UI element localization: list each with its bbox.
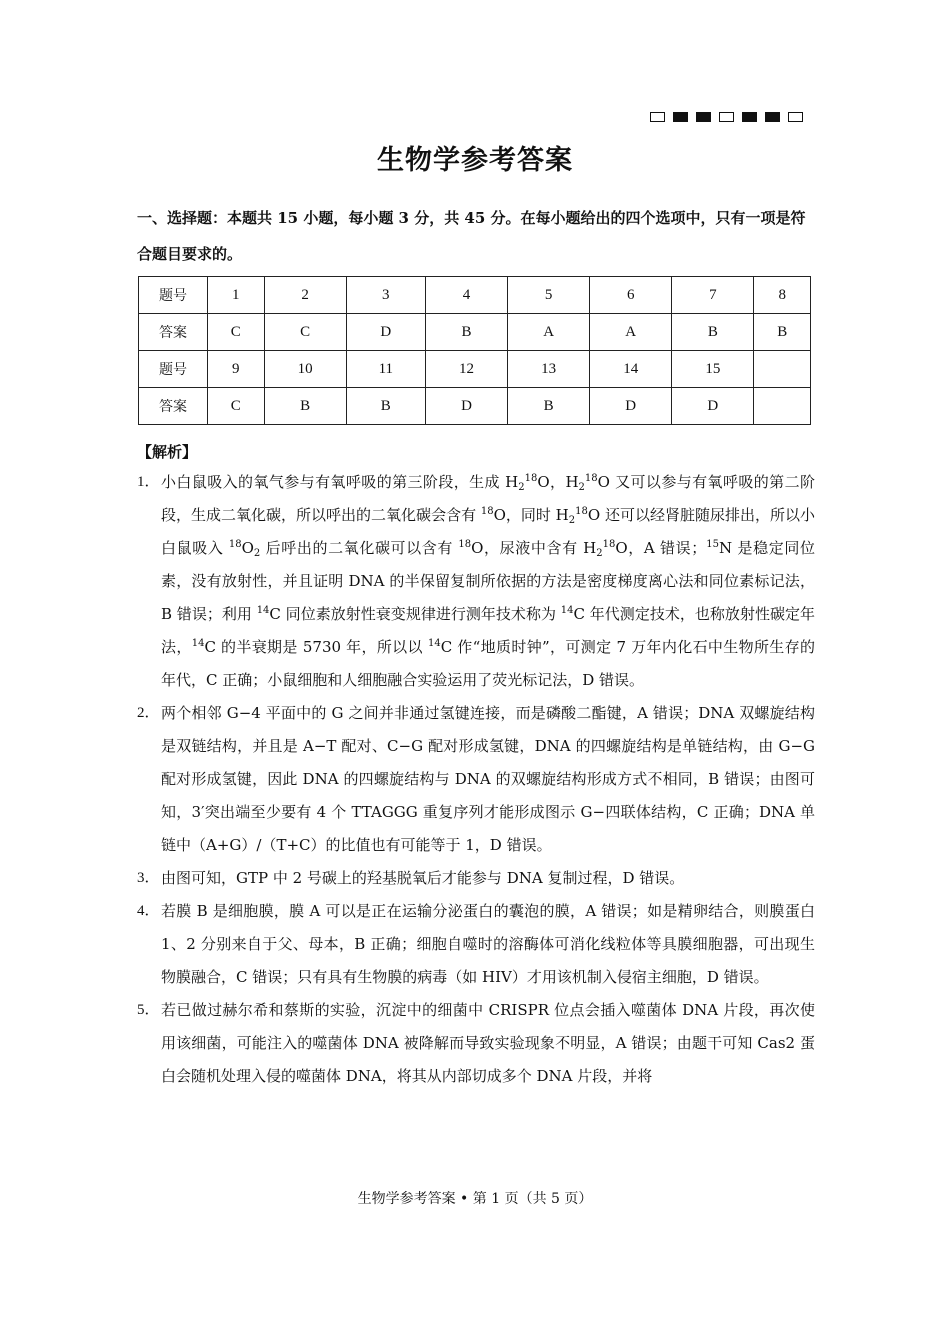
item-text: O 还可以经肾脏随尿排出，所以小白鼠吸入 — [161, 506, 815, 557]
subscript: 2 — [518, 482, 525, 493]
code-mark-empty — [788, 112, 803, 122]
page-title: 生物学参考答案 — [377, 145, 573, 176]
superscript: 18 — [524, 473, 538, 484]
answer-cell: A — [508, 314, 590, 351]
item-text: 若膜 B 是细胞膜，膜 A 可以是正在运输分泌蛋白的囊泡的膜，A 错误；如是精卵结合，则膜蛋白 1、2 分别来自于父、母本，B 正确；细胞自噬时的溶酶体可消化线粒体等具膜细胞器，可出现生物膜融合，C 错误；只有具有生物膜的病毒（如 HIV）才用该机制入侵宿主细胞，D 错误。 — [161, 902, 815, 986]
question-cell: 7 — [672, 277, 754, 314]
answer-row — [139, 388, 811, 425]
page-footer: 生物学参考答案 • 第 1 页（共 5 页） — [357, 1191, 593, 1207]
question-cell: 5 — [508, 277, 590, 314]
superscript: 18 — [584, 473, 598, 484]
answer-cell: D — [346, 314, 425, 351]
item-text: O — [241, 539, 254, 557]
answer-cell: B — [508, 388, 590, 425]
answer-cell: B — [346, 388, 425, 425]
item-number: 3． — [137, 870, 160, 886]
question-cell — [754, 351, 811, 388]
analysis-item — [137, 697, 815, 862]
item-text: 若已做过赫尔希和蔡斯的实验，沉淀中的细菌中 CRISPR 位点会插入噬菌体 DNA 片段，再次使用该细菌，可能注入的噬菌体 DNA 被降解而导致实验现象不明显，A 错误；由题干可知 Cas2 蛋白会随机处理入侵的噬菌体 DNA，将其从内部切成多个 DNA 片段，并将 — [161, 1001, 815, 1085]
item-number: 4． — [137, 903, 160, 919]
question-row — [139, 277, 811, 314]
item-text: O，H — [537, 473, 579, 491]
code-mark-filled — [673, 112, 688, 122]
superscript: 18 — [602, 539, 616, 550]
superscript: 18 — [480, 506, 494, 517]
question-cell: 15 — [672, 351, 754, 388]
subscript: 2 — [578, 482, 585, 493]
question-cell: 11 — [346, 351, 425, 388]
question-cell: 4 — [425, 277, 507, 314]
item-text: C 的半衰期是 5730 年，所以以 — [204, 638, 428, 656]
superscript: 15 — [706, 539, 720, 550]
question-row-header: 题号 — [139, 351, 208, 388]
answer-cell: C — [208, 314, 265, 351]
answer-cell: B — [264, 388, 346, 425]
analysis-item — [137, 862, 815, 895]
item-text: N 是稳定同位素，没有放射性，并且证明 DNA 的半保留复制所依据的方法是密度梯度离心法和同位素标记法，B 错误；利用 — [161, 539, 815, 623]
answer-cell: B — [672, 314, 754, 351]
item-text: C 年代测定技术，也称放射性碳定年法， — [161, 605, 816, 656]
analysis-list — [137, 466, 815, 1093]
code-mark-empty — [650, 112, 665, 122]
item-text: 由图可知，GTP 中 2 号碳上的羟基脱氧后才能参与 DNA 复制过程，D 错误。 — [161, 869, 685, 887]
answer-row-header: 答案 — [139, 314, 208, 351]
item-number: 1． — [137, 474, 160, 490]
superscript: 18 — [228, 539, 242, 550]
question-cell: 2 — [264, 277, 346, 314]
item-text: O，尿液中含有 H — [471, 539, 597, 557]
answer-cell: D — [425, 388, 507, 425]
answer-cell: B — [754, 314, 811, 351]
superscript: 18 — [575, 506, 588, 517]
question-row-header: 题号 — [139, 277, 208, 314]
item-text: 两个相邻 G−4 平面中的 G 之间并非通过氢键连接，而是磷酸二酯键，A 错误；DNA 双螺旋结构是双链结构，并且是 A−T 配对、C−G 配对形成氢键，DNA 的四螺旋结构是单链结构，由 G−G 配对形成氢键，因此 DNA 的四螺旋结构与 DNA 的双螺旋结构形成方式不相同，B 错误；由图可知，3′突出端至少要有 4 个 TTAGGG 重复序列才能形成图示 G−四联体结构，C 正确；DNA 单链中（A+G）/（T+C）的比值也有可能等于 1，D 错误。 — [161, 704, 815, 854]
item-text: 小白鼠吸入的氧气参与有氧呼吸的第三阶段，生成 H — [161, 473, 519, 491]
question-cell: 10 — [264, 351, 346, 388]
answer-cell: A — [590, 314, 672, 351]
answer-cell: C — [208, 388, 265, 425]
question-cell: 6 — [590, 277, 672, 314]
item-number: 5． — [137, 1002, 160, 1018]
item-text: C 同位素放射性衰变规律进行测年技术称为 — [269, 605, 561, 623]
exam-code-marks — [650, 112, 803, 122]
answer-cell — [754, 388, 811, 425]
item-text: O 又可以参与有氧呼吸的第二阶段，生成二氧化碳，所以呼出的二氧化碳会含有 — [161, 473, 815, 524]
question-cell: 8 — [754, 277, 811, 314]
question-cell: 13 — [508, 351, 590, 388]
code-mark-filled — [765, 112, 780, 122]
answer-cell: D — [590, 388, 672, 425]
answer-row-header: 答案 — [139, 388, 208, 425]
superscript: 14 — [191, 638, 205, 649]
question-cell: 14 — [590, 351, 672, 388]
superscript: 14 — [427, 638, 441, 649]
analysis-heading: 【解析】 — [137, 443, 198, 461]
item-number: 2． — [137, 705, 160, 721]
code-mark-empty — [719, 112, 734, 122]
question-cell: 9 — [208, 351, 265, 388]
item-text: C 作“地质时钟”，可测定 7 万年内化石中生物所生存的年代，C 正确；小鼠细胞和人细胞融合实验运用了荧光标记法，D 错误。 — [161, 638, 815, 689]
question-cell: 1 — [208, 277, 265, 314]
analysis-item — [137, 895, 815, 994]
subscript: 2 — [568, 515, 576, 526]
answer-cell: D — [672, 388, 754, 425]
analysis-item — [137, 466, 815, 697]
subscript: 2 — [596, 548, 603, 559]
item-text: 后呼出的二氧化碳可以含有 — [260, 539, 459, 557]
item-text: O，A 错误； — [615, 539, 707, 557]
question-cell: 12 — [425, 351, 507, 388]
answer-cell: B — [425, 314, 507, 351]
answer-cell: C — [264, 314, 346, 351]
analysis-item — [137, 994, 815, 1093]
superscript: 18 — [458, 539, 472, 550]
subscript: 2 — [253, 548, 261, 559]
superscript: 14 — [560, 605, 574, 616]
question-cell: 3 — [346, 277, 425, 314]
answer-row — [139, 314, 811, 351]
superscript: 14 — [256, 605, 270, 616]
answer-table — [138, 276, 811, 425]
question-row — [139, 351, 811, 388]
code-mark-filled — [742, 112, 757, 122]
code-mark-filled — [696, 112, 711, 122]
item-text: O，同时 H — [493, 506, 569, 524]
section-intro: 一、选择题：本题共 15 小题，每小题 3 分，共 45 分。在每小题给出的四个选项中，只有一项是符合题目要求的。 — [137, 209, 806, 263]
